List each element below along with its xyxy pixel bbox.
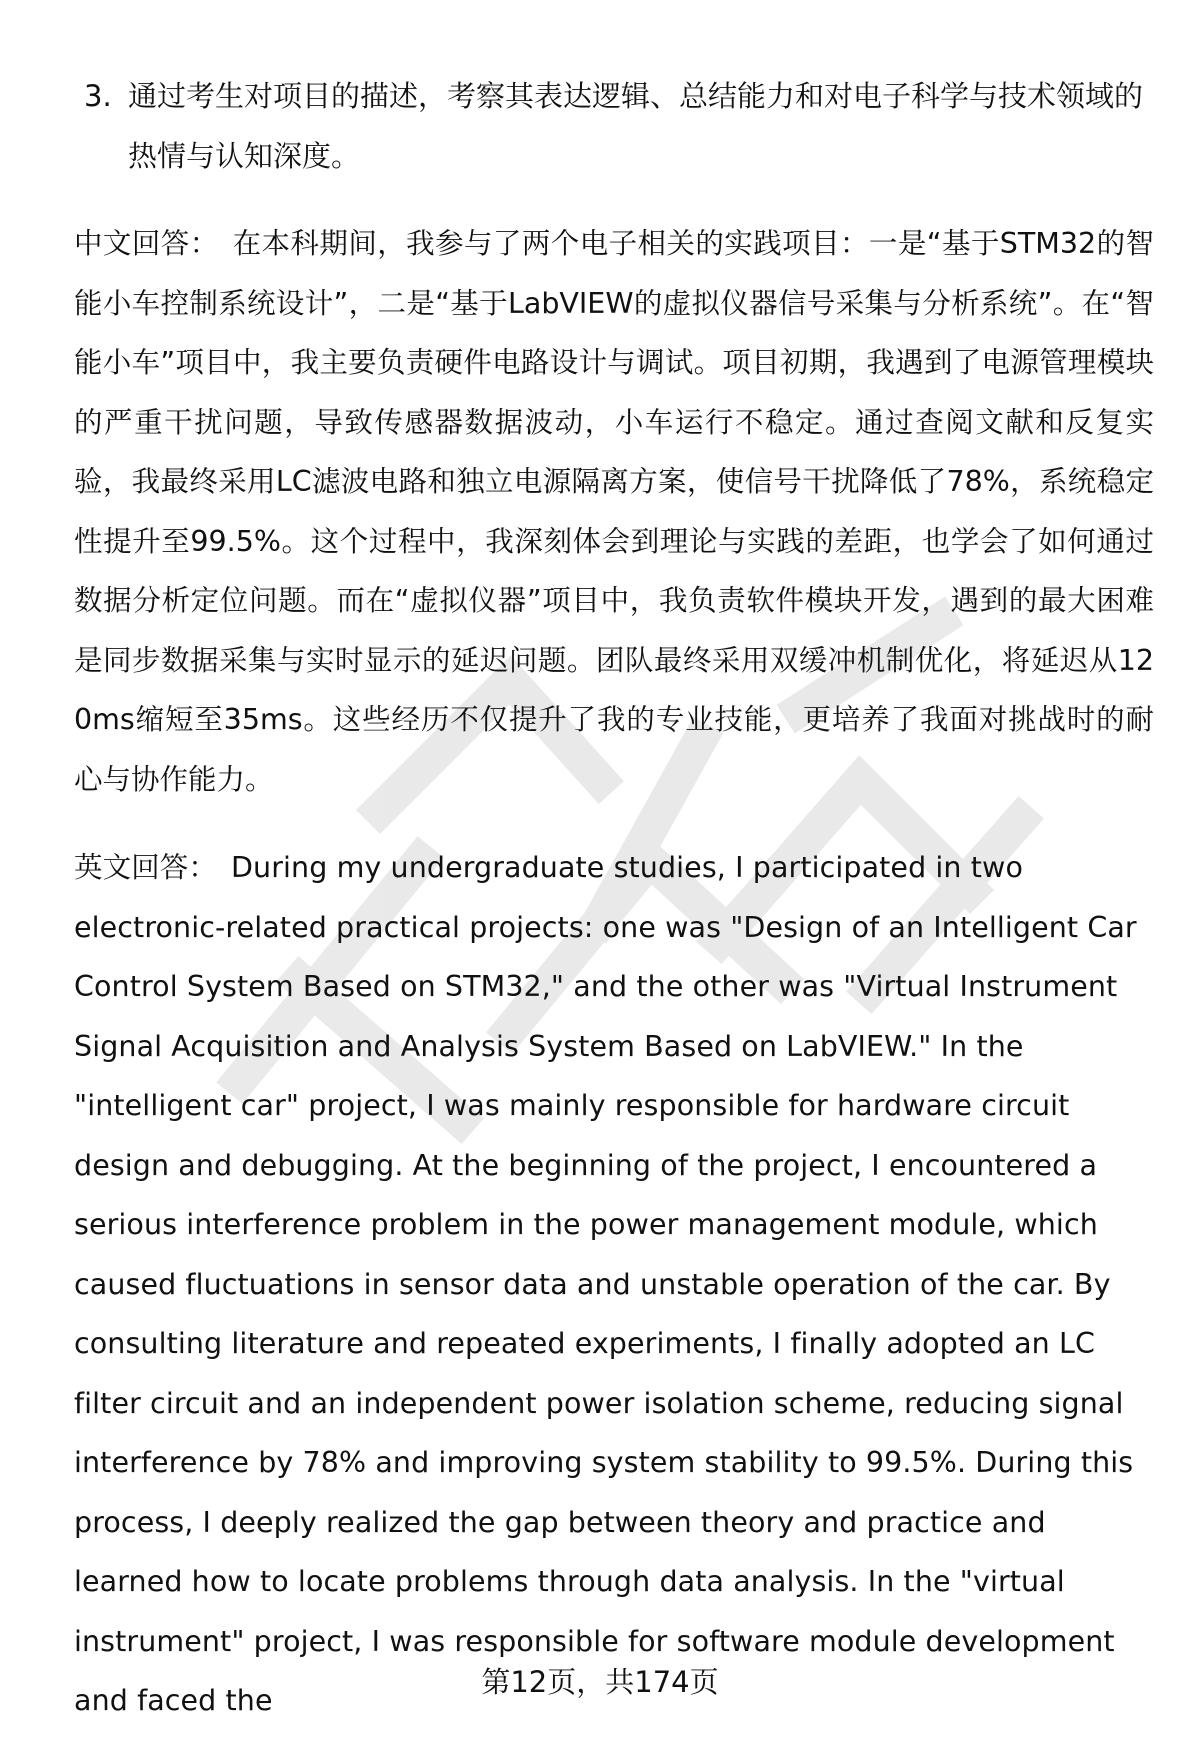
item-number: 3. [84, 79, 112, 113]
chinese-answer-paragraph [74, 214, 1154, 809]
chinese-answer-label: 中文回答： [74, 227, 219, 260]
page-number-footer: 第12页，共174页 [481, 1665, 719, 1699]
chinese-answer-text: 在本科期间，我参与了两个电子相关的实践项目：一是“基于STM32的智能小车控制系统设计”，二是“基于LabVIEW的虚拟仪器信号采集与分析系统”。在“智能小车”项目中，我主要负责硬件电路设计与调试。项目初期，我遇到了电源管理模块的严重干扰问题，导致传感器数据波动，小车运行不稳定。通过查阅文献和反复实验，我最终采用LC滤波电路和独立电源隔离方案，使信号干扰降低了78%，系统稳定性提升至99.5%。这个过程中，我深刻体会到理论与实践的差距，也学会了如何通过数据分析定位问题。而在“虚拟仪器”项目中，我负责软件模块开发，遇到的最大困难是同步数据采集与实时显示的延迟问题。团队最终采用双缓冲机制优化，将延迟从120ms缩短至35ms。这些经历不仅提升了我的专业技能，更培养了我面对挑战时的耐心与协作能力。 [74, 227, 1154, 796]
english-answer-text: During my undergraduate studies, I participated in two electronic-related practical projects: one was "Design of an Intelligent Car Control System Based on STM32," and the other was "Virtual Instrument Signal Acquisition and Analysis System Based on LabVIEW." In the "intelligent car" project, I was mainly responsible for hardware circuit design and debugging. At the beginning of the project, I encountered a serious interference problem in the power management module, which caused fluctuations in sensor data and unstable operation of the car. By consulting literature and repeated experiments, I finally adopted an LC filter circuit and an independent power isolation scheme, reducing signal interference by 78% and improving system stability to 99.5%. During this process, I deeply realized the gap between theory and practice and learned how to locate problems through data analysis. In the "virtual instrument" project, I was responsible for software module development and faced the [74, 851, 1137, 1717]
question-item-3 [84, 66, 1144, 186]
english-answer-label: 英文回答： [74, 851, 218, 884]
english-answer-paragraph [74, 838, 1154, 1731]
item-text: 通过考生对项目的描述，考察其表达逻辑、总结能力和对电子科学与技术领域的热情与认知深度。 [128, 79, 1144, 173]
